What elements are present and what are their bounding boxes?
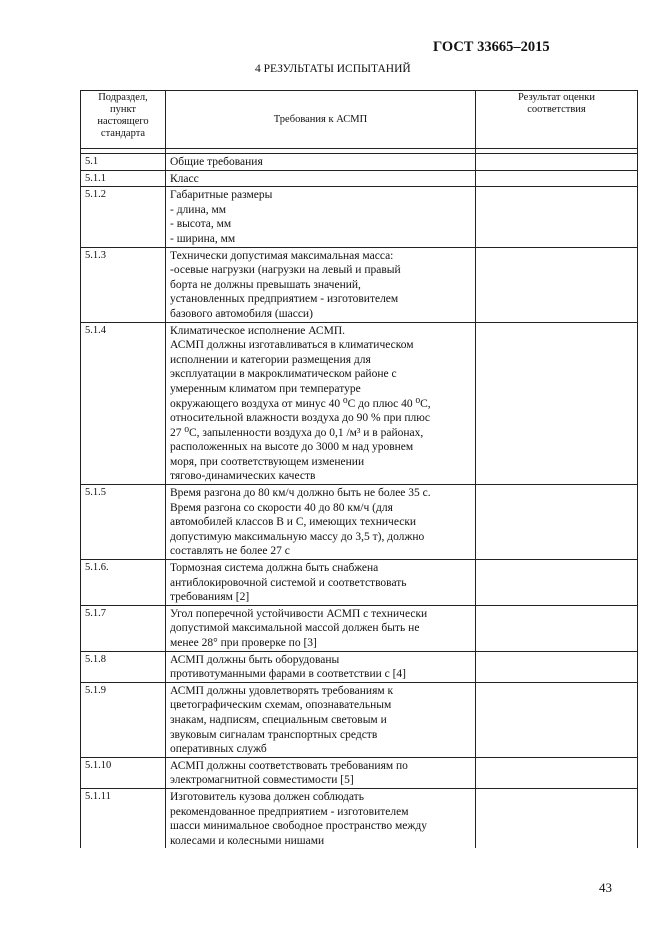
table-row: [81, 170, 638, 187]
table-row: [81, 154, 638, 171]
requirement-line: 27 ⁰С, запыленности воздуха до 0,1 /м³ и в районах,: [170, 426, 424, 439]
requirement-cell: [166, 322, 476, 485]
requirement-line: Габаритные размеры: [170, 189, 273, 202]
table-row: [81, 187, 638, 247]
section-number-cell: 5.1.6.: [81, 560, 166, 606]
requirement-line: АСМП должны соответствовать требованиям по: [170, 759, 408, 772]
requirements-table: [80, 90, 638, 848]
table-row: [81, 757, 638, 788]
requirement-line: умеренным климатом при температуре: [170, 382, 361, 395]
requirement-cell: [166, 170, 476, 187]
requirement-line: борта не должны превышать значений,: [170, 278, 361, 291]
result-cell: [476, 788, 638, 848]
requirement-line: тягово-динамических качеств: [170, 470, 316, 483]
requirement-line: рекомендованное предприятием - изготовителем: [170, 805, 409, 818]
result-cell: [476, 170, 638, 187]
section-number-cell: 5.1.8: [81, 651, 166, 682]
result-cell: [476, 154, 638, 171]
requirement-line: противотуманными фарами в соответствии с [4]: [170, 668, 407, 681]
requirement-line: шасси минимальное свободное пространство между: [170, 820, 427, 833]
requirement-line: оперативных служб: [170, 743, 267, 756]
section-number-cell: 5.1.5: [81, 485, 166, 560]
requirement-line: относительной влажности воздуха до 90 % при плюс: [170, 412, 430, 425]
requirement-line: составлять не более 27 с: [170, 545, 290, 558]
result-cell: [476, 651, 638, 682]
requirement-cell: [166, 757, 476, 788]
result-cell: [476, 757, 638, 788]
requirement-line: антиблокировочной системой и соответствовать: [170, 576, 407, 589]
requirement-line: Угол поперечной устойчивости АСМП с технически: [170, 607, 428, 620]
requirement-line: АСМП должны удовлетворять требованиям к: [170, 684, 394, 697]
requirement-cell: [166, 154, 476, 171]
requirement-line: Тормозная система должна быть снабжена: [170, 562, 379, 575]
section-title: 4 РЕЗУЛЬТАТЫ ИСПЫТАНИЙ: [255, 63, 411, 75]
section-number-cell: 5.1.4: [81, 322, 166, 485]
requirement-line: АСМП должны изготавливаться в климатическом: [170, 339, 414, 352]
requirement-line: Технически допустимая максимальная масса:: [170, 249, 394, 262]
table-row: [81, 605, 638, 651]
section-number-cell: 5.1.2: [81, 187, 166, 247]
result-cell: [476, 247, 638, 322]
section-number-cell: 5.1.1: [81, 170, 166, 187]
table-row: [81, 682, 638, 757]
requirement-line: звуковым сигналам транспортных средств: [170, 728, 378, 741]
requirement-line: базового автомобиля (шасси): [170, 307, 313, 320]
requirement-line: допустимую максимальную массу до 3,5 т), должно: [170, 530, 425, 543]
table-header-row: [81, 91, 638, 149]
column-header-section: Подраздел, пункт настоящего стандарта: [81, 91, 166, 149]
requirement-line: Время разгона со скорости 40 до 80 км/ч (для: [170, 501, 393, 514]
requirement-line: эксплуатации в макроклиматическом районе с: [170, 368, 397, 381]
requirement-line: АСМП должны быть оборудованы: [170, 653, 340, 666]
result-cell: [476, 605, 638, 651]
requirement-cell: [166, 247, 476, 322]
requirement-line: требованиям [2]: [170, 591, 250, 604]
requirement-line: окружающего воздуха от минус 40 ⁰С до плюс 40 ⁰С,: [170, 397, 431, 410]
requirement-line: Время разгона до 80 км/ч должно быть не более 35 с.: [170, 487, 431, 500]
requirement-line: автомобилей классов В и С, имеющих технически: [170, 516, 417, 529]
requirement-cell: [166, 651, 476, 682]
requirement-line: колесами и колесными нишами: [170, 834, 325, 847]
requirement-line: Общие требования: [170, 156, 263, 168]
table-row: [81, 651, 638, 682]
requirement-cell: [166, 560, 476, 606]
table-row: [81, 247, 638, 322]
requirement-line: цветографическим схемам, опознавательным: [170, 699, 392, 712]
result-cell: [476, 187, 638, 247]
table-row: [81, 560, 638, 606]
result-cell: [476, 682, 638, 757]
table-row: [81, 788, 638, 848]
requirement-line: знакам, надписям, специальным световым и: [170, 713, 387, 726]
section-number-cell: 5.1.7: [81, 605, 166, 651]
requirement-line: - ширина, мм: [170, 232, 236, 245]
section-number-cell: 5.1.3: [81, 247, 166, 322]
requirement-line: менее 28° при проверке по [3]: [170, 637, 317, 649]
requirement-line: - высота, мм: [170, 218, 232, 231]
requirement-cell: [166, 788, 476, 848]
requirement-line: Класс: [170, 172, 199, 185]
section-number-cell: 5.1.11: [81, 788, 166, 848]
requirement-cell: [166, 605, 476, 651]
requirement-line: Климатическое исполнение АСМП.: [170, 324, 346, 337]
table-row: [81, 485, 638, 560]
requirement-line: расположенных на высоте до 3000 м над уровнем: [170, 441, 414, 454]
requirement-cell: [166, 682, 476, 757]
requirement-line: допустимой максимальной массой должен быть не: [170, 622, 420, 635]
requirement-line: - длина, мм: [170, 203, 227, 216]
requirement-cell: [166, 187, 476, 247]
result-cell: [476, 322, 638, 485]
requirement-line: -осевые нагрузки (нагрузки на левый и правый: [170, 264, 401, 277]
requirement-cell: [166, 485, 476, 560]
section-number-cell: 5.1: [81, 154, 166, 171]
requirement-line: исполнении и категории размещения для: [170, 353, 371, 366]
section-number-cell: 5.1.10: [81, 757, 166, 788]
section-number-cell: 5.1.9: [81, 682, 166, 757]
result-cell: [476, 560, 638, 606]
requirement-line: Изготовитель кузова должен соблюдать: [170, 790, 364, 803]
column-header-result: Результат оценки соответствия: [476, 91, 638, 149]
requirement-line: моря, при соответствующем изменении: [170, 455, 365, 468]
result-cell: [476, 485, 638, 560]
column-header-requirements: Требования к АСМП: [166, 91, 476, 149]
standard-designation: ГОСТ 33665–2015: [433, 39, 550, 55]
requirement-line: электромагнитной совместимости [5]: [170, 774, 354, 787]
requirement-line: установленных предприятием - изготовителем: [170, 293, 399, 306]
page-number: 43: [599, 880, 612, 895]
table-row: [81, 322, 638, 485]
